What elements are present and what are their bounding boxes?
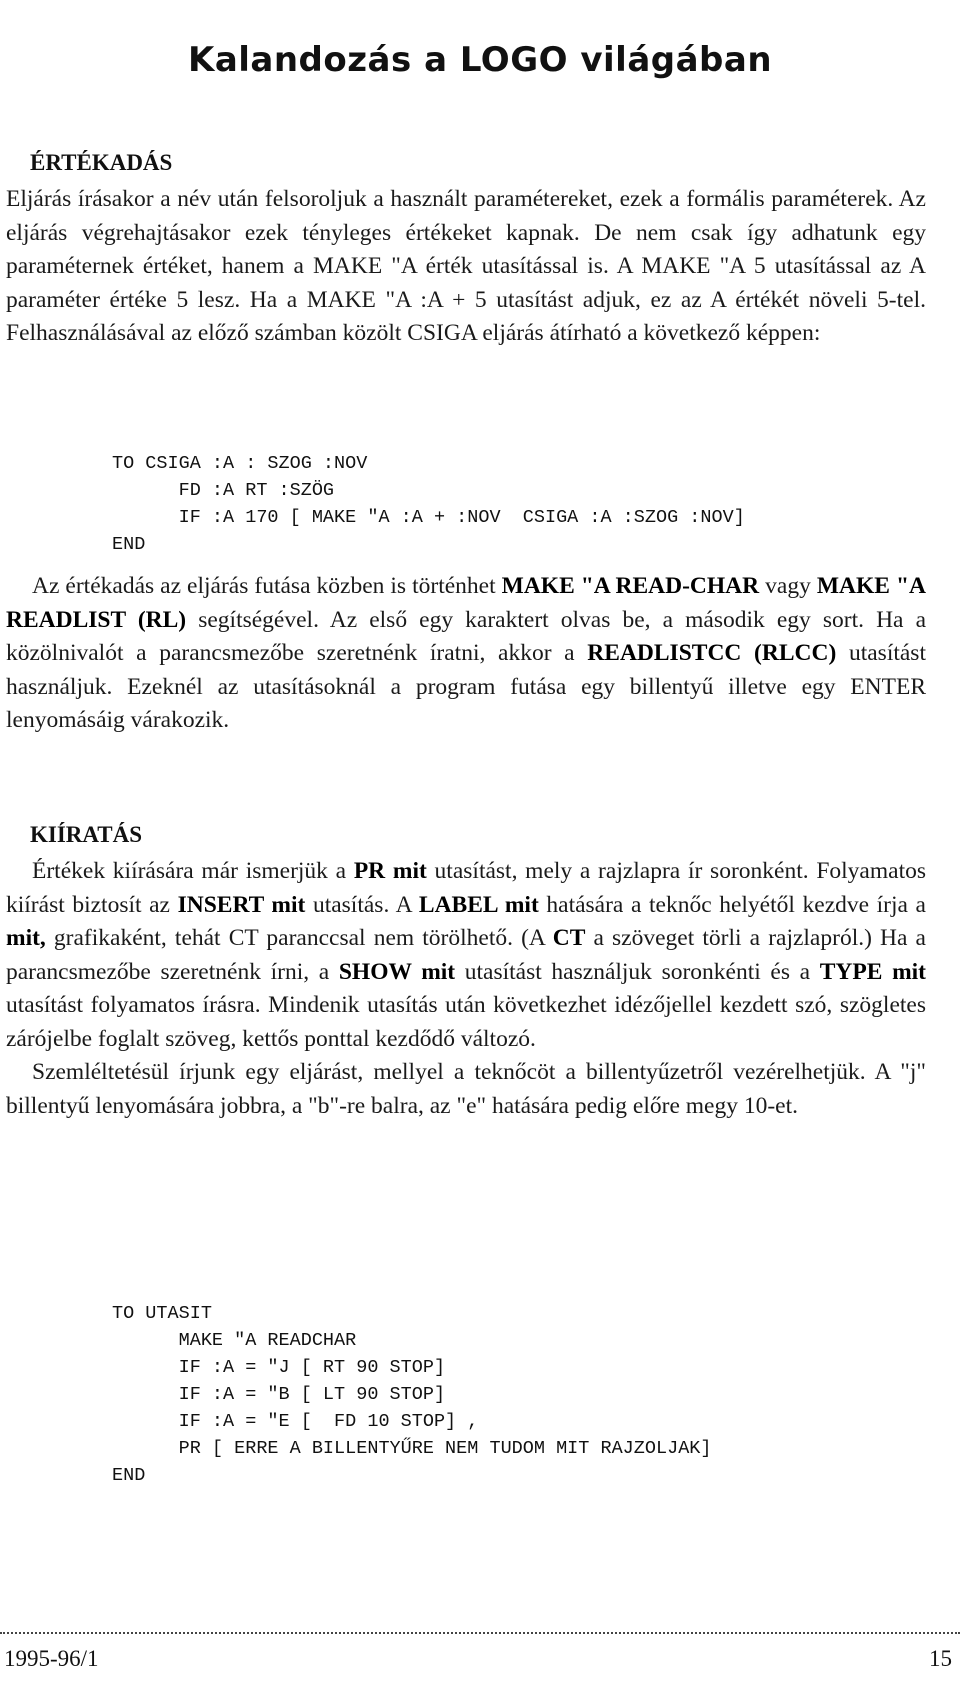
section-heading-ertekadas: ÉRTÉKADÁS: [30, 150, 173, 175]
footer-issue: 1995-96/1: [4, 1646, 99, 1671]
section1-paragraph-text: Eljárás írásakor a név után felsoroljuk a használt paramétereket, ezek a formális paraméterek. Az eljárás végrehajtásakor ezek tényleges értékeket kapnak. De nem csak így adhatunk egy paraméternek értéket, hanem a MAKE "A érték utasítással is. A MAKE "A 5 utasítással az A paraméter értéke 5 lesz. Ha a MAKE "A :A + 5 utasítást adjuk, ez az A értékét növeli 5-tel. Felhasználásával az előző számban közölt CSIGA eljárás átírható a következő képpen:: [6, 186, 926, 346]
bold-term: MAKE "A READ-CHAR: [501, 573, 760, 599]
section2-paragraph: [6, 855, 926, 1123]
section2-paragraph-2-text: Szemléltetésül írjunk egy eljárást, mellyel a teknőcöt a billentyűzetről vezérelhetjük. A "j" billentyű lenyomására jobbra, a "b"-re balra, az "e" hatására pedig előre megy 10-et.: [6, 1059, 926, 1119]
footer-divider: [0, 1632, 960, 1634]
bold-term: INSERT mit: [177, 891, 306, 918]
bold-term: LABEL mit: [418, 891, 539, 918]
utasit-code-block: TO UTASIT MAKE "A READCHAR IF :A = "J [ RT 90 STOP] IF :A = "B [ LT 90 STOP] IF :A = "E [ FD 10 STOP] , PR [ ERRE A BILLENTYŰRE NEM TUDOM MIT RAJZOLJAK] END: [112, 1303, 712, 1486]
csiga-code-block: TO CSIGA :A : SZOG :NOV FD :A RT :SZÖG IF :A 170 [ MAKE "A :A + :NOV CSIGA :A :SZOG :NOV] END: [112, 453, 745, 555]
bold-term: MAKE "A READLIST (RL): [6, 573, 927, 633]
section-heading-kiiratas: KIÍRATÁS: [30, 822, 143, 847]
bold-term: CT: [552, 925, 586, 951]
bold-term: READLISTCC (RLCC): [587, 640, 837, 666]
section2-paragraph-text: Értékek kiírására már ismerjük a PR mit utasítást, mely a rajzlapra ír soronként. Folyamatos kiírást biztosít az INSERT mit utasítás. A LABEL mit hatására a teknőc helyétől kezdve írja a mit, grafikaként, tehát CT paranccsal nem törölhető. (A CT a szöveget törli a rajzlapról.) Ha a parancsmezőbe szeretnénk írni, a SHOW mit utasítást használjuk soronkénti és a TYPE mit utasítást folyamatos írásra. Mindenik utasítás után következhet idézőjellel kezdett szó, szögletes zárójelbe foglalt szöveg, kettős ponttal kezdődő változó.: [6, 858, 927, 1052]
page-title: Kalandozás a LOGO világában: [187, 40, 773, 80]
bold-term: TYPE mit: [819, 958, 927, 985]
section1-paragraph: [6, 183, 926, 351]
bold-term: mit,: [6, 925, 46, 951]
section1-paragraph-2: [6, 570, 926, 738]
bold-term: SHOW mit: [338, 958, 456, 985]
bold-term: PR mit: [353, 858, 427, 884]
section1-paragraph-2-text: Az értékadás az eljárás futása közben is történhet MAKE "A READ-CHAR vagy MAKE "A READLIST (RL) segítségével. Az első egy karaktert olvas be, a második egy sort. Ha a közölnivalót a parancsmezőbe szeretnénk íratni, akkor a READLISTCC (RLCC) utasítást használjuk. Ezeknél az utasításoknál a program futása egy billentyű illetve egy ENTER lenyomásáig várakozik.: [6, 573, 927, 733]
footer-page-number: 15: [929, 1646, 952, 1671]
